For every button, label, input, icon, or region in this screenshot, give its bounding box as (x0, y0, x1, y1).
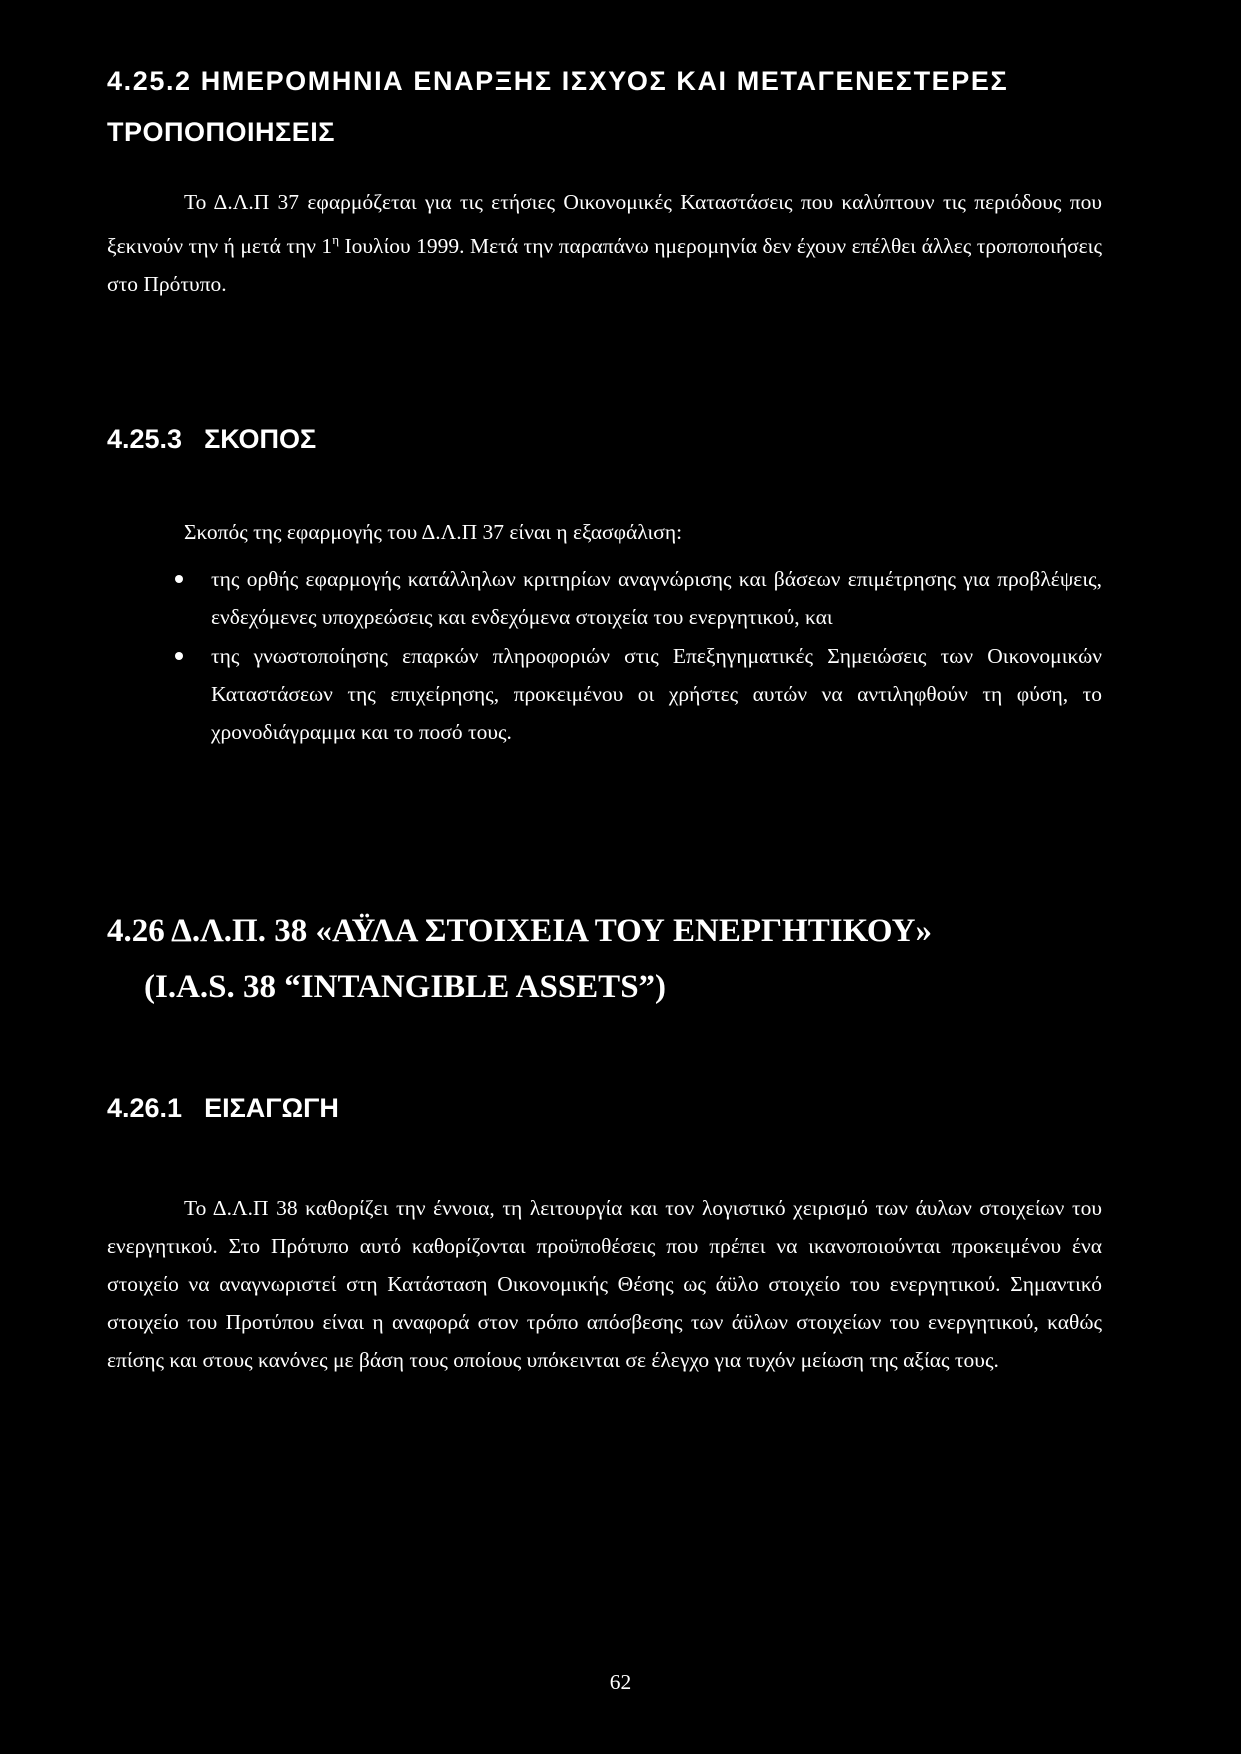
bullet-icon (175, 652, 183, 660)
section-heading-4-25-2 (107, 66, 1102, 148)
section-heading-4-26-1 (107, 1093, 1102, 1124)
paragraph-introduction (107, 1189, 1102, 1379)
list-item (107, 637, 1102, 751)
section-title: ΣΚΟΠΟΣ (204, 424, 317, 454)
superscript: η (332, 232, 339, 247)
list-item (107, 560, 1102, 636)
chapter-title-line-2: (I.A.S. 38 “INTANGIBLE ASSETS”) (144, 969, 667, 1005)
section-number: 4.26.1 (107, 1093, 183, 1123)
scope-intro: Σκοπός της εφαρμογής του Δ.Λ.Π 37 είναι η εξασφάλιση: (184, 520, 683, 544)
section-heading-4-25-3 (107, 424, 1102, 455)
section-number: 4.25.3 (107, 424, 183, 454)
paragraph-text: Το Δ.Λ.Π 38 καθορίζει την έννοια, τη λειτουργία και τον λογιστικό χειρισμό των άυλων στοιχείων του ενεργητικού. Στο Πρότυπο αυτό καθορίζονται προϋποθέσεις που πρέπει να ικανοποιούνται προκειμένου ένα στοιχείο να αναγνωριστεί στη Κατάσταση Οικονομικής Θέσης ως άϋλο στοιχείο του ενεργητικού. Σημαντικό στοιχείο του Προτύπου είναι η αναφορά στον τρόπο απόσβεσης των άϋλων στοιχείων του ενεργητικού, καθώς επίσης και στους κανόνες με βάση τους οποίους υπόκεινται σε έλεγχο για τυχόν μείωση της αξίας τους. (107, 1196, 1102, 1372)
list-item-text: της γνωστοποίησης επαρκών πληροφοριών στις Επεξηγηματικές Σημειώσεις των Οικονομικών Καταστάσεων της επιχείρησης, προκειμένου οι χρήστες αυτών να αντιληφθούν τη φύση, το χρονοδιάγραμμα και το ποσό τους. (211, 644, 1102, 744)
chapter-title-line-1: 4.26 Δ.Λ.Π. 38 «ΑΫΛΑ ΣΤΟΙΧΕΙΑ ΤΟΥ ΕΝΕΡΓΗΤΙΚΟΥ» (107, 913, 932, 949)
heading-line-2: ΤΡΟΠΟΠΟΙΗΣΕΙΣ (107, 117, 335, 147)
scope-bullet-list (107, 560, 1102, 751)
bullet-icon (175, 575, 183, 583)
paragraph-text-part1: Το Δ.Λ.Π 37 εφαρμόζεται για τις ετήσιες Οικονομικές Καταστάσεις που καλύπτουν τις περιόδους που ξεκινούν την ή μετά την 1 (107, 190, 1102, 258)
paragraph-effective-date (107, 183, 1102, 303)
paragraph-text-part2: Ιουλίου 1999. Μετά την παραπάνω ημερομηνία δεν έχουν επέλθει άλλες τροποποιήσεις στο Πρότυπο. (107, 234, 1102, 296)
heading-line-1: 4.25.2 ΗΜΕΡΟΜΗΝΙΑ ΕΝΑΡΞΗΣ ΙΣΧΥΟΣ ΚΑΙ ΜΕΤΑΓΕΝΕΣΤΕΡΕΣ (107, 66, 1009, 96)
list-item-text: της ορθής εφαρμογής κατάλληλων κριτηρίων αναγνώρισης και βάσεων επιμέτρησης για προβλέψεις, ενδεχόμενες υποχρεώσεις και ενδεχόμενα στοιχεία του ενεργητικού, και (211, 567, 1102, 629)
page-number: 62 (609, 1670, 632, 1694)
section-title: ΕΙΣΑΓΩΓΗ (204, 1093, 339, 1123)
